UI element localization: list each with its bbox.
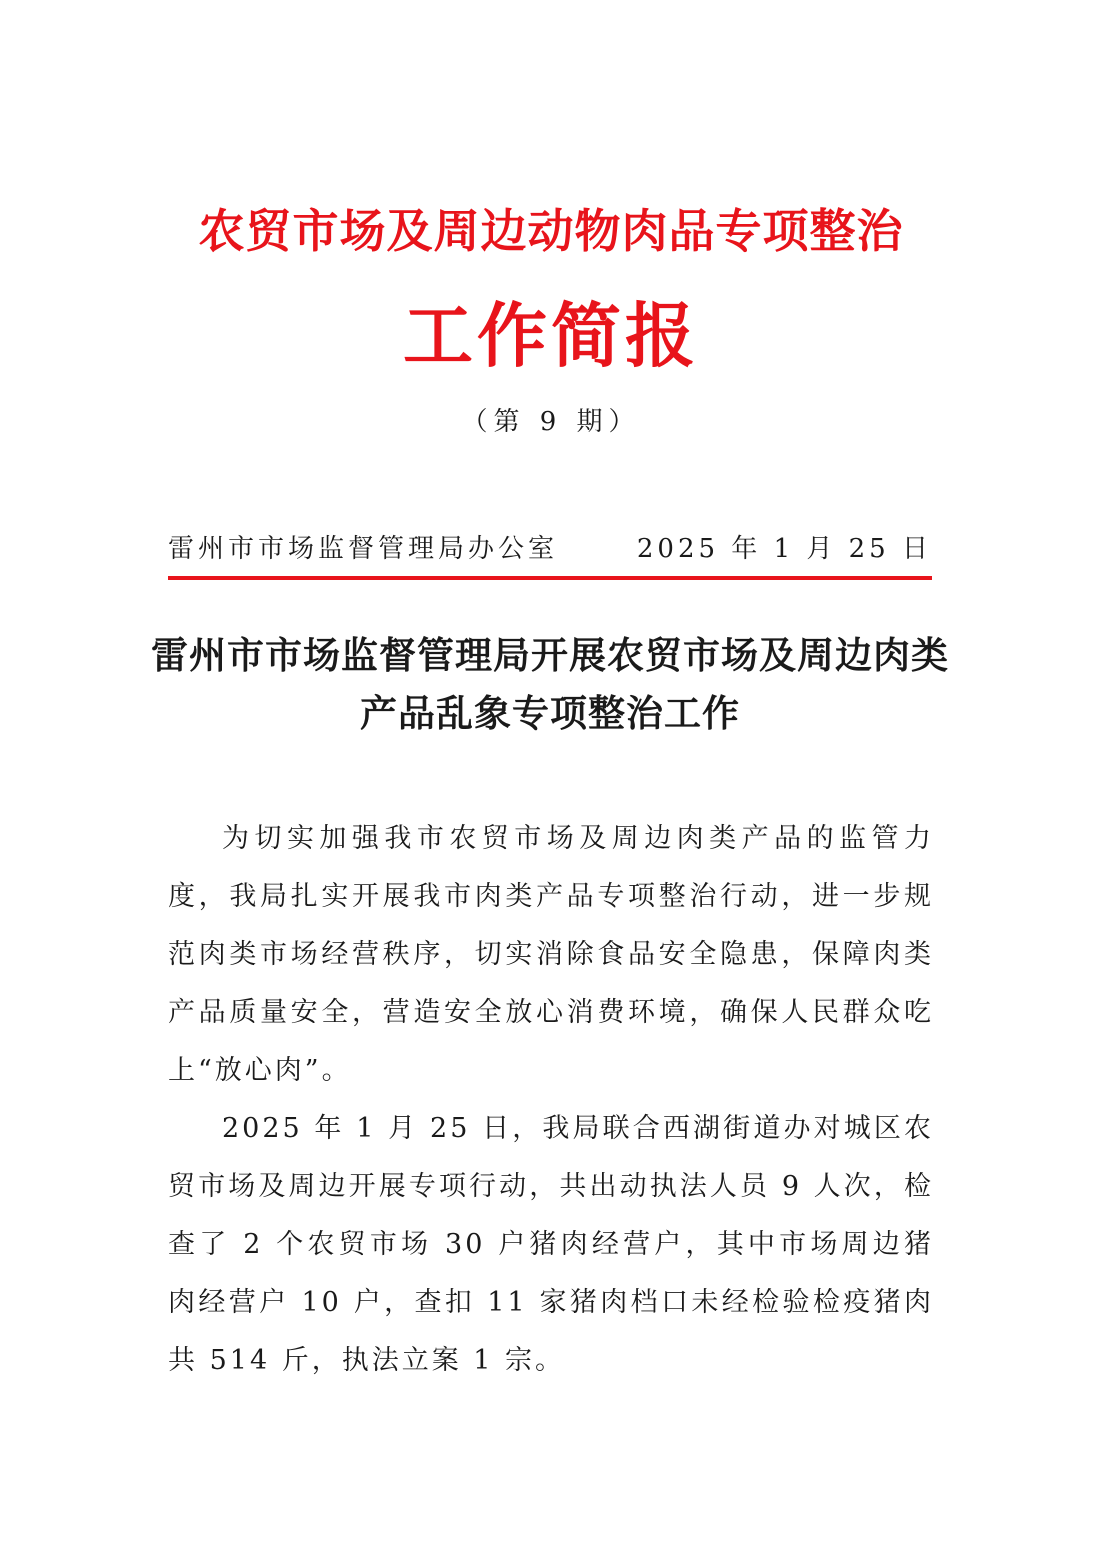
masthead-title-line2: 工作简报 — [403, 294, 699, 377]
issuer-name: 雷州市市场监督管理局办公室 — [168, 533, 559, 564]
body-paragraph-1: 为切实加强我市农贸市场及周边肉类产品的监管力度，我局扎实开展我市肉类产品专项整治行动，进一步规范肉类市场经营秩序，切实消除食品安全隐患，保障肉类产品质量安全，营造安全放心消费环境，确保人民群众吃上“放心肉”。 — [168, 823, 934, 1086]
issue-date: 2025 年 1 月 25 日 — [636, 533, 932, 564]
article-title: 雷州市市场监督管理局开展农贸市场及周边肉类产品乱象专项整治工作 — [151, 633, 949, 735]
issue-number: （第 9 期） — [461, 407, 641, 437]
body-paragraph-2: 2025 年 1 月 25 日，我局联合西湖街道办对城区农贸市场及周边开展专项行动，共出动执法人员 9 人次，检查了 2 个农贸市场 30 户猪肉经营户，其中市场周边猪肉经营户 10 户，查扣 11 家猪肉档口未经检验检疫猪肉共 514 斤，执法立案 1 宗。 — [168, 1113, 934, 1376]
red-divider-line — [168, 576, 932, 580]
issuer-date-row — [168, 526, 932, 566]
masthead-title-line1: 农贸市场及周边动物肉品专项整治 — [198, 204, 904, 258]
article-body — [168, 810, 934, 1390]
